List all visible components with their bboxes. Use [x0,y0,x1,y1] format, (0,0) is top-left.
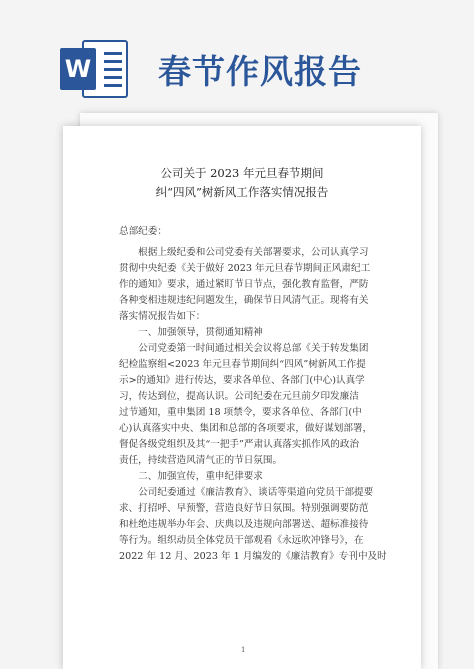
body-line: 各种变相违规违纪问题发生，确保节日风清气正。现将有关 [119,295,369,306]
body-line: 2022 年 12 月、2023 年 1 月编发的《廉洁教育》专刊中及时 [119,551,387,562]
body-line: 习，传达到位，提高认识。公司纪委在元旦前夕印发廉洁 [119,391,359,402]
page-number: 1 [241,646,246,654]
body-line: 求、打招呼、早预警，营造良好节日氛围。特别强调要防范 [119,503,369,514]
word-icon-letter: W [60,48,96,90]
document-page [63,126,421,669]
body-line: 等行为。组织动员全体党员干部观看《永远吹冲锋号》，在 [119,535,364,546]
banner-title: 春节作风报告 [158,52,362,91]
body-line: 心)认真落实中央、集团和总部的各项要求，做好谋划部署， [119,423,373,434]
body-line: 过节通知，重申集团 18 项禁令，要求各单位、各部门(中 [119,407,362,418]
body-line: 总部纪委： [119,226,167,237]
body-line: 示>的通知》进行传达，要求各单位、各部门(中心)认真学 [119,375,365,386]
section-heading: 二、加强宣传，重申纪律要求 [119,471,263,482]
banner [0,0,474,112]
body-line: 纪检监察组<2023 年元旦春节期间纠“四风”树新风工作提 [119,359,366,370]
body-line: 和杜绝违规举办年会、庆典以及违规向部署送、超标准接待 [119,519,369,530]
body-line: 公司纪委通过《廉洁教育》、谈话等渠道向党员干部提要 [119,487,374,498]
doc-title-line-2: 纠“四风”树新风工作落实情况报告 [155,185,329,199]
section-heading: 一、加强领导，贯彻通知精神 [119,327,263,338]
body-line: 责任，持续营造风清气正的节日氛围。 [119,455,283,466]
body-line: 贯彻中央纪委《关于做好 2023 年元旦春节期间正风肃纪工 [119,263,371,274]
doc-title-line-1: 公司关于 2023 年元旦春节期间 [160,166,324,180]
word-document-icon [60,40,130,100]
body-line: 督促各级党组织及其“一把手”严肃认真落实抓作风的政治 [119,439,360,450]
body-line: 落实情况报告如下： [119,311,206,322]
body-line: 作的通知》要求，通过紧盯节日节点，强化教育监督，严防 [119,279,369,290]
body-line: 根据上级纪委和公司党委有关部署要求，公司认真学习 [119,247,369,258]
body-line: 公司党委第一时间通过相关会议将总部《关于转发集团 [119,343,369,354]
